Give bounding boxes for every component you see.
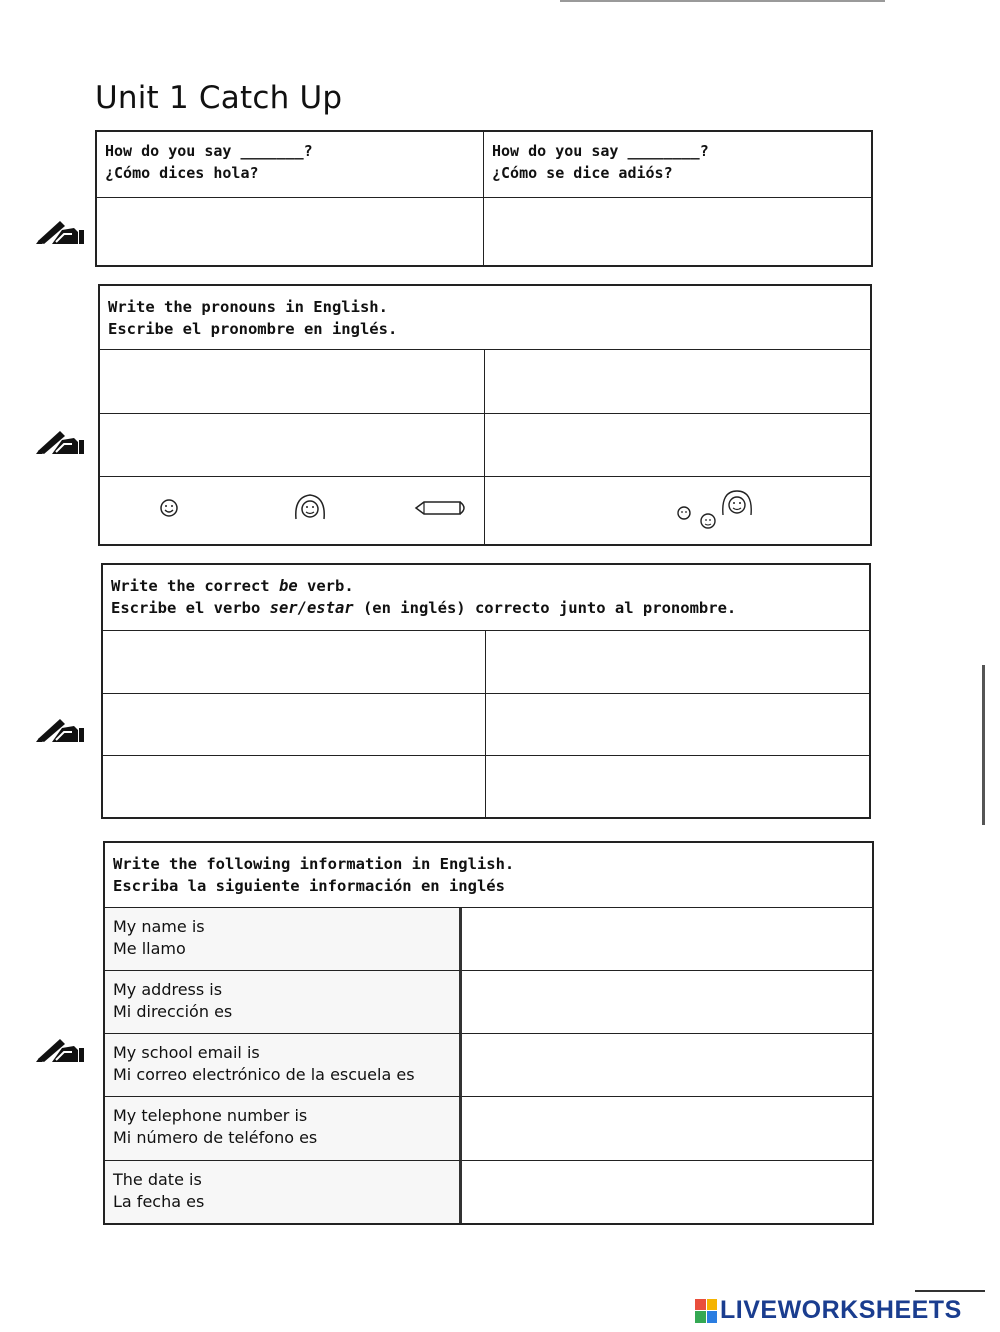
pronoun-answer-field-2[interactable] bbox=[485, 350, 870, 414]
pencil-icon bbox=[414, 499, 470, 517]
writing-hand-icon bbox=[34, 1032, 86, 1064]
pronoun-pictures-cell-left bbox=[100, 477, 485, 544]
question-hello-cell bbox=[97, 132, 484, 198]
group-faces-icon bbox=[673, 487, 757, 533]
info-label-date: The date is La fecha es bbox=[105, 1161, 462, 1223]
info-label-address: My address is Mi dirección es bbox=[105, 971, 462, 1034]
greeting-table bbox=[95, 130, 873, 267]
pronouns-instruction bbox=[100, 286, 870, 350]
be-verb-answer-field-4[interactable] bbox=[486, 694, 869, 756]
personal-info-instruction bbox=[105, 843, 872, 908]
answer-goodbye-field[interactable] bbox=[484, 198, 871, 265]
pronouns-table bbox=[98, 284, 872, 546]
be-verb-instruction bbox=[103, 565, 869, 631]
info-answer-telephone-field[interactable] bbox=[462, 1097, 872, 1161]
personal-info-instruction-es: Escriba la siguiente información en inglés bbox=[113, 877, 505, 895]
liveworksheets-logo-icon bbox=[695, 1299, 717, 1323]
info-row-name bbox=[105, 908, 872, 971]
be-verb-answer-field-6[interactable] bbox=[486, 756, 869, 817]
liveworksheets-logo-text: LIVEWORKSHEETS bbox=[720, 1296, 962, 1324]
info-row-email bbox=[105, 1034, 872, 1097]
info-answer-address-field[interactable] bbox=[462, 971, 872, 1034]
be-verb-instruction-en: Write the correct be verb. bbox=[111, 577, 354, 595]
info-answer-name-field[interactable] bbox=[462, 908, 872, 971]
pronouns-instruction-en: Write the pronouns in English. bbox=[108, 298, 388, 316]
be-verb-table bbox=[101, 563, 871, 819]
girl-face-icon bbox=[290, 491, 330, 523]
info-row-telephone bbox=[105, 1097, 872, 1161]
question-goodbye-en: How do you say ________? bbox=[492, 142, 709, 160]
info-label-telephone: My telephone number is Mi número de teléfono es bbox=[105, 1097, 462, 1161]
question-hello-en: How do you say _______? bbox=[105, 142, 313, 160]
pronoun-answer-field-4[interactable] bbox=[485, 414, 870, 477]
pronoun-answer-field-3[interactable] bbox=[100, 414, 485, 477]
writing-hand-icon bbox=[34, 712, 86, 744]
info-row-date bbox=[105, 1161, 872, 1223]
answer-hello-field[interactable] bbox=[97, 198, 484, 265]
liveworksheets-logo[interactable] bbox=[695, 1296, 962, 1325]
page-title: Unit 1 Catch Up bbox=[95, 80, 343, 116]
info-row-address bbox=[105, 971, 872, 1034]
pronoun-answer-field-1[interactable] bbox=[100, 350, 485, 414]
pronoun-pictures-cell-right bbox=[485, 477, 870, 544]
be-verb-answer-field-3[interactable] bbox=[103, 694, 486, 756]
writing-hand-icon bbox=[34, 214, 86, 246]
info-answer-email-field[interactable] bbox=[462, 1034, 872, 1097]
be-verb-answer-field-1[interactable] bbox=[103, 631, 486, 694]
writing-hand-icon bbox=[34, 424, 86, 456]
top-edge-line bbox=[560, 0, 885, 2]
be-verb-instruction-es: Escribe el verbo ser/estar (en inglés) correcto junto al pronombre. bbox=[111, 599, 737, 617]
footer-line bbox=[915, 1290, 985, 1292]
be-verb-answer-field-5[interactable] bbox=[103, 756, 486, 817]
question-goodbye-cell bbox=[484, 132, 871, 198]
question-goodbye-es: ¿Cómo se dice adiós? bbox=[492, 164, 673, 182]
be-verb-answer-field-2[interactable] bbox=[486, 631, 869, 694]
personal-info-table bbox=[103, 841, 874, 1225]
question-hello-es: ¿Cómo dices hola? bbox=[105, 164, 259, 182]
smiley-face-icon bbox=[158, 497, 180, 519]
personal-info-instruction-en: Write the following information in English. bbox=[113, 855, 515, 873]
page-edge-mark bbox=[982, 665, 985, 825]
pronouns-instruction-es: Escribe el pronombre en inglés. bbox=[108, 320, 398, 338]
info-label-name: My name is Me llamo bbox=[105, 908, 462, 971]
info-label-email: My school email is Mi correo electrónico de la escuela es bbox=[105, 1034, 462, 1097]
info-answer-date-field[interactable] bbox=[462, 1161, 872, 1223]
